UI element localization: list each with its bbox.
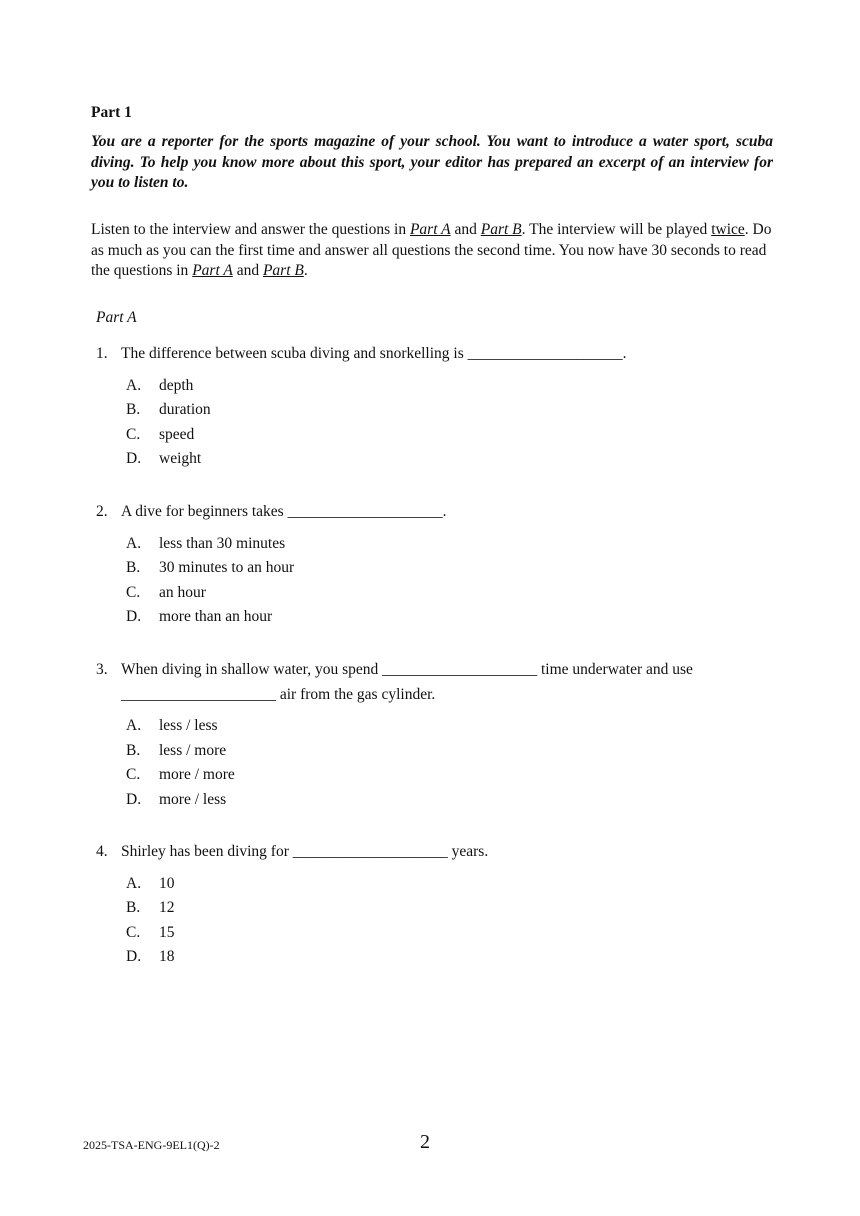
- question-number: 4.: [96, 843, 108, 860]
- question-stem: [96, 840, 776, 865]
- option-letter: C.: [126, 425, 141, 443]
- question-text: The difference between scuba diving and snorkelling is ____________________.: [121, 345, 627, 362]
- paper-code: 2025-TSA-ENG-9EL1(Q)-2: [83, 1138, 220, 1152]
- option-text: 18: [159, 948, 175, 965]
- instructions-segment: and: [232, 262, 263, 279]
- instructions-segment: . Do as much as you can the first time and answer all questions the second time. You now have 30 seconds to read the questions in: [91, 221, 772, 279]
- option-b: [96, 556, 776, 581]
- question-stem: [96, 342, 776, 367]
- part-b-reference: Part B: [262, 262, 304, 279]
- option-text: an hour: [159, 583, 206, 601]
- question-3: [96, 658, 776, 812]
- question-4: [96, 840, 776, 970]
- option-letter: A.: [126, 717, 142, 734]
- part-b-reference: Part B: [480, 221, 522, 238]
- option-d: [96, 447, 776, 472]
- option-text: 10: [159, 874, 175, 892]
- answer-options: [96, 532, 776, 630]
- option-text: depth: [159, 376, 194, 394]
- question-text: A dive for beginners takes ____________________.: [121, 503, 447, 520]
- option-text: 30 minutes to an hour: [159, 559, 295, 576]
- twice-emphasis: twice: [711, 221, 745, 238]
- option-c: [96, 581, 776, 606]
- option-text: weight: [159, 450, 202, 467]
- answer-options: [96, 374, 776, 472]
- option-a: [96, 374, 776, 399]
- option-text: less than 30 minutes: [159, 534, 286, 552]
- option-letter: B.: [126, 559, 141, 576]
- option-letter: D.: [126, 608, 142, 625]
- option-letter: B.: [126, 741, 141, 759]
- instructions-segment: .: [303, 262, 308, 279]
- answer-options: [96, 714, 776, 812]
- instructions-text: [91, 220, 776, 282]
- option-text: more than an hour: [159, 608, 273, 625]
- option-text: less / less: [159, 717, 218, 734]
- option-a: [96, 714, 776, 739]
- option-text: speed: [159, 425, 195, 443]
- option-letter: A.: [126, 534, 142, 552]
- option-letter: A.: [126, 376, 142, 394]
- question-text: Shirley has been diving for ____________________ years.: [121, 843, 489, 860]
- instructions-segment: . The interview will be played: [521, 221, 712, 238]
- option-text: more / more: [159, 766, 235, 783]
- option-c: [96, 921, 776, 946]
- question-number: 2.: [96, 503, 108, 520]
- option-d: [96, 605, 776, 630]
- option-text: 15: [159, 923, 175, 941]
- option-b: [96, 896, 776, 921]
- option-letter: C.: [126, 923, 141, 941]
- question-stem: [96, 658, 776, 707]
- instructions-segment: Listen to the interview and answer the questions in: [91, 221, 410, 238]
- section-title: Part A: [96, 309, 137, 326]
- option-letter: D.: [126, 450, 142, 467]
- option-letter: B.: [126, 401, 141, 418]
- question-stem: [96, 500, 776, 525]
- scenario-text: You are a reporter for the sports magazine of your school. You want to introduce a water sport, scuba diving. To help you know more about this sport, your editor has prepared an excerpt of an interview for you to listen to.: [91, 133, 773, 191]
- page-number: 2: [420, 1131, 430, 1153]
- option-b: [96, 398, 776, 423]
- option-d: [96, 945, 776, 970]
- option-a: [96, 532, 776, 557]
- option-letter: B.: [126, 899, 141, 916]
- question-2: [96, 500, 776, 630]
- option-d: [96, 788, 776, 813]
- option-letter: C.: [126, 766, 141, 783]
- option-letter: D.: [126, 948, 142, 965]
- part-a-reference: Part A: [192, 262, 233, 279]
- option-c: [96, 423, 776, 448]
- instructions-segment: and: [450, 221, 481, 238]
- option-letter: A.: [126, 874, 142, 892]
- option-text: less / more: [159, 741, 227, 759]
- option-text: duration: [159, 401, 211, 418]
- option-b: [96, 739, 776, 764]
- option-letter: C.: [126, 583, 141, 601]
- option-a: [96, 872, 776, 897]
- part-heading: Part 1: [91, 104, 132, 121]
- question-number: 3.: [96, 661, 108, 678]
- question-text: When diving in shallow water, you spend ____________________ time underwater and use ____________________ air from the gas cylinder.: [121, 661, 693, 703]
- answer-options: [96, 872, 776, 970]
- option-letter: D.: [126, 790, 142, 808]
- question-number: 1.: [96, 345, 108, 362]
- option-text: more / less: [159, 790, 227, 808]
- question-1: [96, 342, 776, 472]
- option-c: [96, 763, 776, 788]
- part-a-reference: Part A: [409, 221, 451, 238]
- option-text: 12: [159, 899, 175, 916]
